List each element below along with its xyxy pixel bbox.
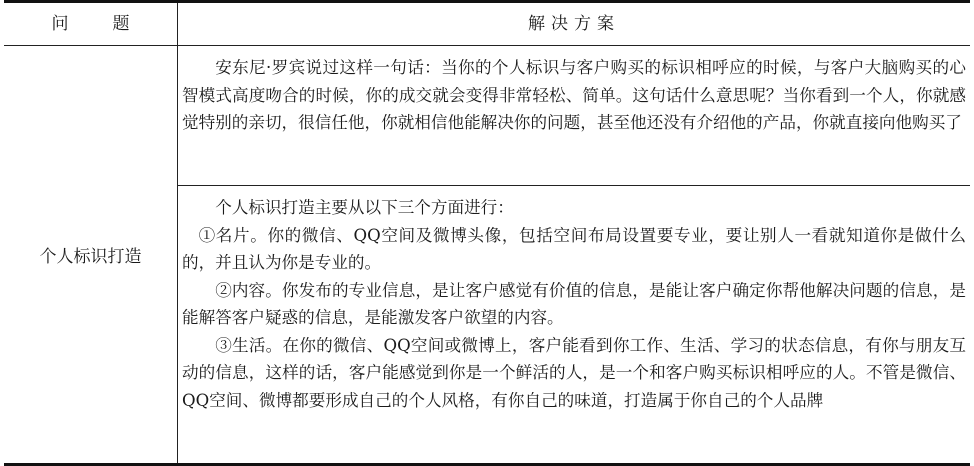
solution-details-cell <box>182 194 966 414</box>
solution-table <box>4 0 970 466</box>
header-solution: 解决方案 <box>528 14 620 34</box>
solution-quote-cell <box>182 54 966 137</box>
solution-point-2: ②内容。你发布的专业信息，是让客户感觉有价值的信息，是能让客户确定你帮他解决问题的信息，是能解答客户疑惑的信息，是能激发客户欲望的内容。 <box>182 280 966 327</box>
solution-quote-text: 安东尼·罗宾说过这样一句话：当你的个人标识与客户购买的标识相呼应的时候，与客户大脑购买的心智模式高度吻合的时候，你的成交就会变得非常轻松、简单。这句话什么意思呢？当你看到一个人，你就感觉特别的亲切，很信任他，你就相信他能解决你的问题，甚至他还没有介绍他的产品，你就直接向他购买了 <box>182 58 966 132</box>
solution-intro-text: 个人标识打造主要从以下三个方面进行： <box>215 198 514 217</box>
column-divider <box>177 3 178 463</box>
row-divider <box>178 185 970 186</box>
header-problem: 问 题 <box>51 14 130 34</box>
solution-point-1: ①名片。你的微信、QQ空间及微博头像，包括空间布局设置要专业，要让别人一看就知道你是做什么的，并且认为你是专业的。 <box>182 225 966 272</box>
problem-cell: 个人标识打造 <box>39 247 142 267</box>
table-header-row <box>4 3 970 46</box>
solution-point-3: ③生活。在你的微信、QQ空间或微博上，客户能看到你工作、生活、学习的状态信息，有你与朋友互动的信息，这样的话，客户能感觉到你是一个鲜活的人，是一个和客户购买标识相呼应的人。不管是微信、QQ空间、微博都要形成自己的个人风格，有你自己的味道，打造属于你自己的个人品牌 <box>182 335 966 410</box>
